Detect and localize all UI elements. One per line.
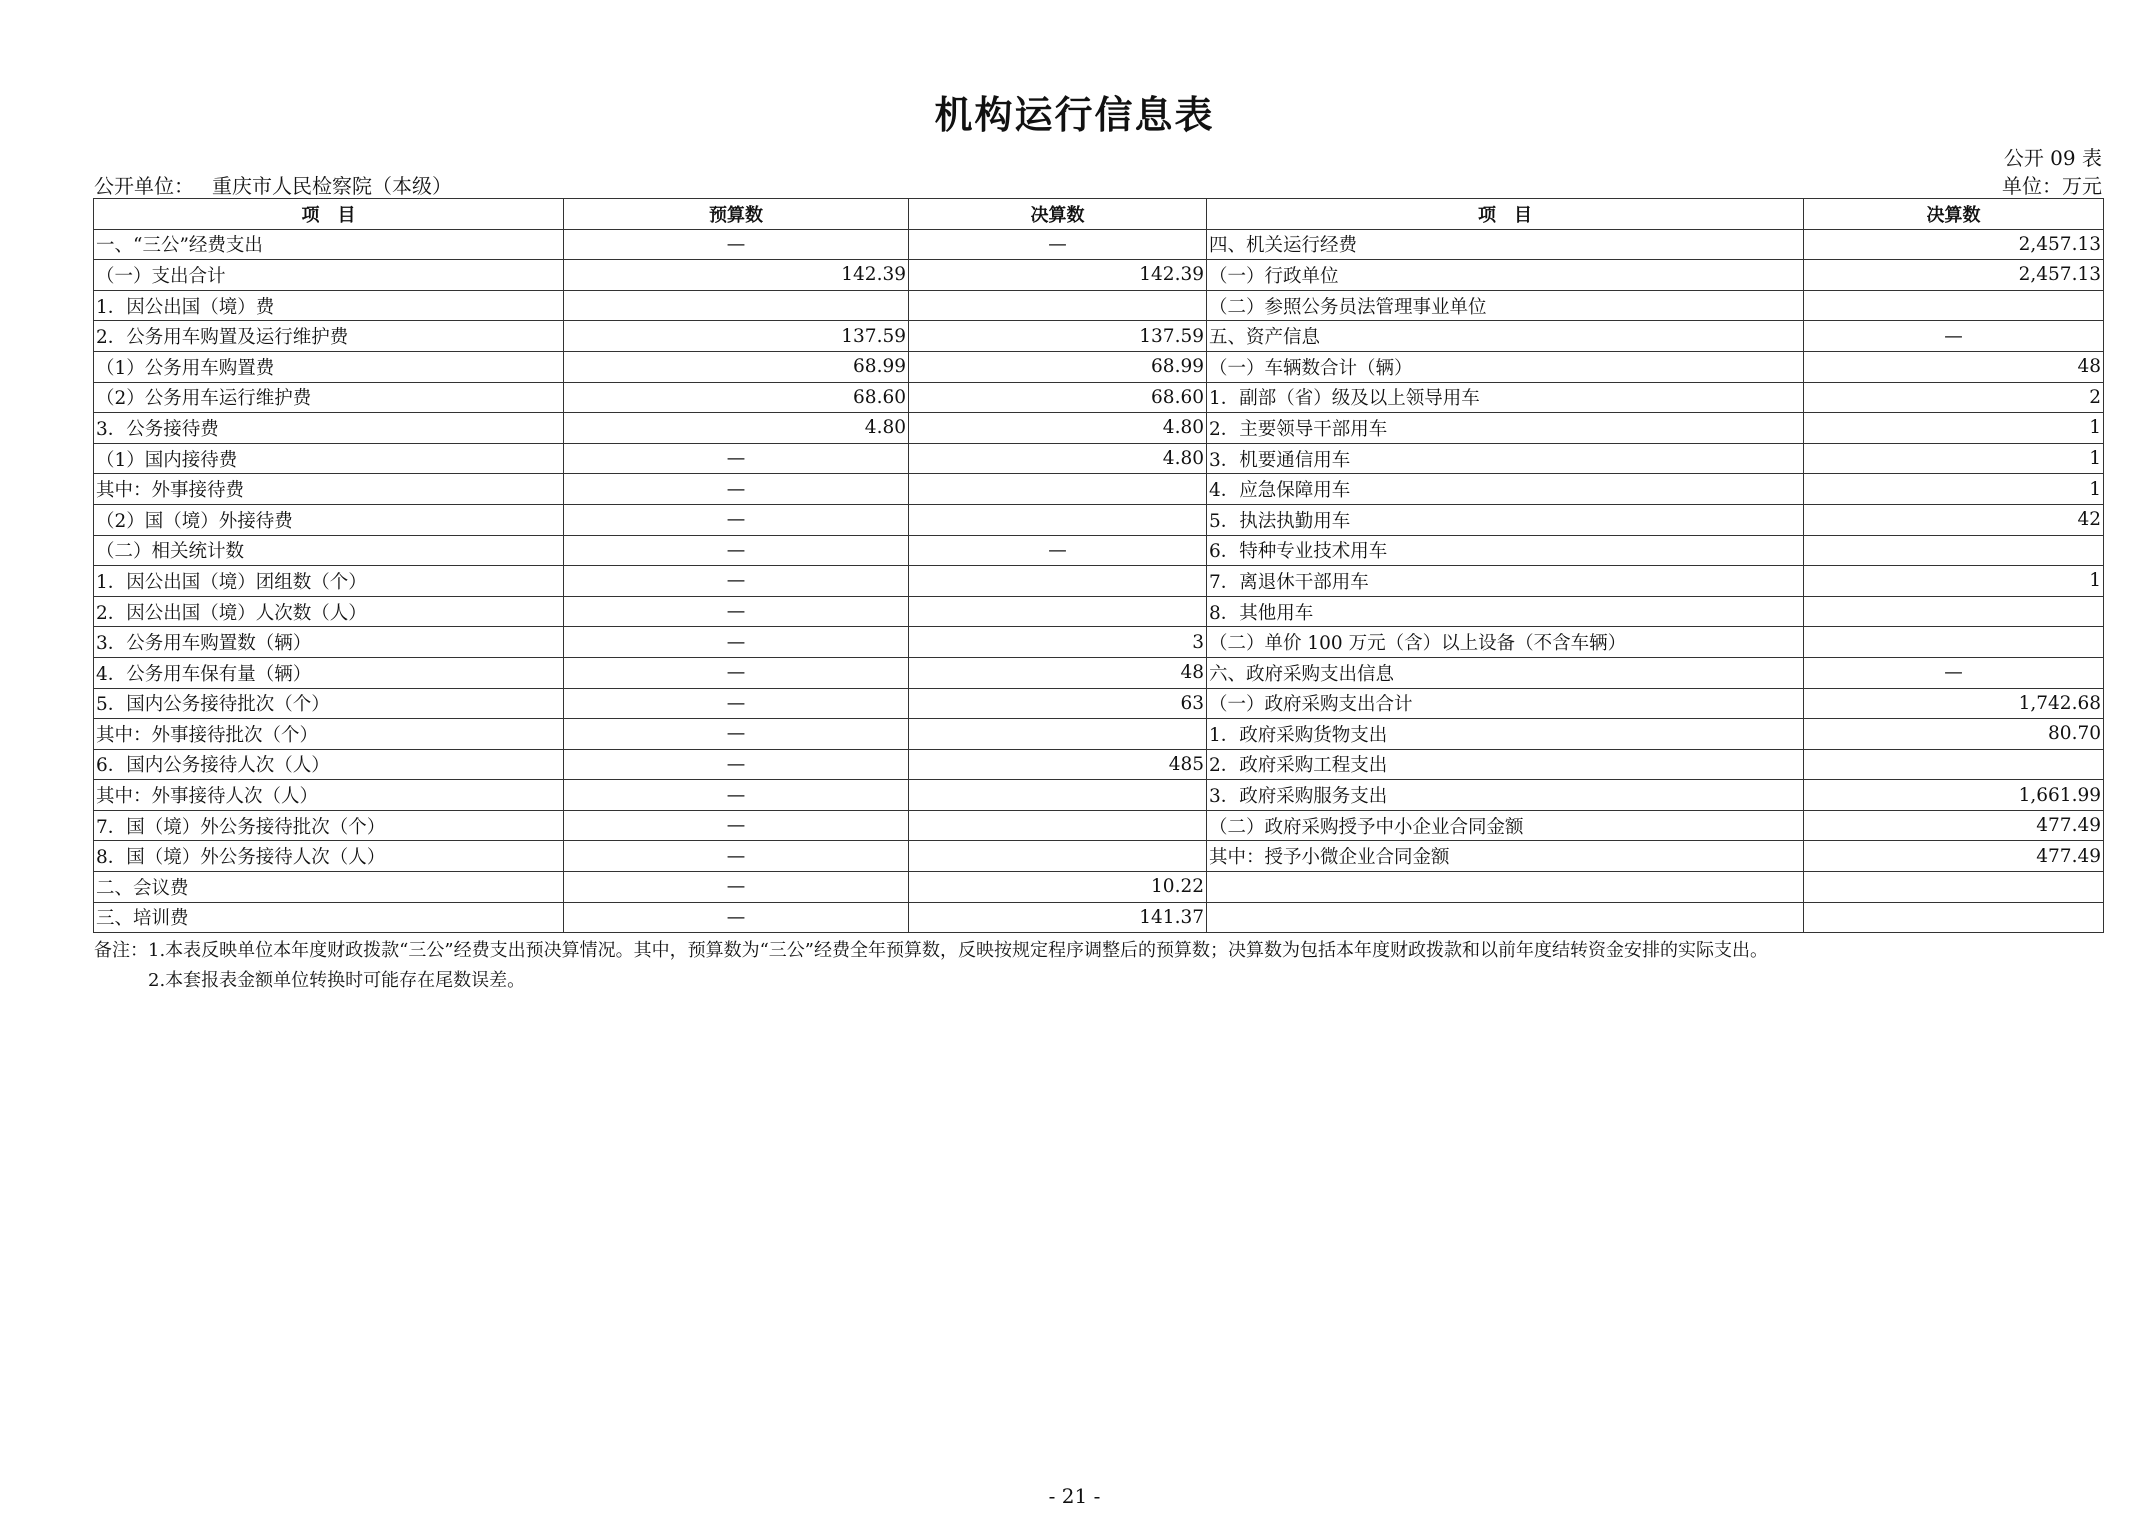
- row-final: 485: [909, 749, 1207, 780]
- row-final-right: [1804, 749, 2104, 780]
- row-final-right: 2,457.13: [1804, 229, 2104, 260]
- row-final-right: 42: [1804, 504, 2104, 535]
- row-item-right: 1．副部（省）级及以上领导用车: [1207, 382, 1804, 413]
- row-item: （2）公务用车运行维护费: [94, 382, 564, 413]
- row-final: [909, 290, 1207, 321]
- header-item-right: 项 目: [1207, 199, 1804, 230]
- row-final: —: [909, 535, 1207, 566]
- row-item-right: [1207, 872, 1804, 903]
- row-final: [909, 841, 1207, 872]
- row-budget: —: [564, 780, 909, 811]
- row-item: 其中：外事接待批次（个）: [94, 719, 564, 750]
- table-row: [94, 535, 2104, 566]
- row-item-right: （一）行政单位: [1207, 260, 1804, 291]
- row-item: （1）国内接待费: [94, 443, 564, 474]
- table-row: [94, 872, 2104, 903]
- row-final: 142.39: [909, 260, 1207, 291]
- table-row: [94, 474, 2104, 505]
- row-final-right: 1: [1804, 474, 2104, 505]
- row-final: 4.80: [909, 413, 1207, 444]
- row-final-right: [1804, 290, 2104, 321]
- row-item: 4．公务用车保有量（辆）: [94, 657, 564, 688]
- row-budget: —: [564, 902, 909, 933]
- table-row: [94, 504, 2104, 535]
- row-budget: —: [564, 504, 909, 535]
- row-item-right: 五、资产信息: [1207, 321, 1804, 352]
- row-budget: —: [564, 810, 909, 841]
- row-final: [909, 810, 1207, 841]
- row-final: [909, 504, 1207, 535]
- row-final: —: [909, 229, 1207, 260]
- row-item: 5．国内公务接待批次（个）: [94, 688, 564, 719]
- row-item-right: 5．执法执勤用车: [1207, 504, 1804, 535]
- row-budget: —: [564, 872, 909, 903]
- row-item: 8．国（境）外公务接待人次（人）: [94, 841, 564, 872]
- row-item: （二）相关统计数: [94, 535, 564, 566]
- table-row: [94, 566, 2104, 597]
- row-final-right: [1804, 902, 2104, 933]
- table-row: [94, 382, 2104, 413]
- row-final: 68.60: [909, 382, 1207, 413]
- currency-unit: 单位：万元: [2002, 174, 2102, 198]
- row-final: [909, 566, 1207, 597]
- header-budget: 预算数: [564, 199, 909, 230]
- row-budget: 68.99: [564, 351, 909, 382]
- info-table: [93, 198, 2104, 933]
- row-final-right: [1804, 627, 2104, 658]
- row-item-right: （二）政府采购授予中小企业合同金额: [1207, 810, 1804, 841]
- row-final: 3: [909, 627, 1207, 658]
- row-budget: —: [564, 229, 909, 260]
- row-item-right: （二）单价 100 万元（含）以上设备（不含车辆）: [1207, 627, 1804, 658]
- row-final: 141.37: [909, 902, 1207, 933]
- row-item-right: 6．特种专业技术用车: [1207, 535, 1804, 566]
- table-header-row: [94, 199, 2104, 230]
- row-item: （2）国（境）外接待费: [94, 504, 564, 535]
- row-item-right: 2．主要领导干部用车: [1207, 413, 1804, 444]
- header-final-right: 决算数: [1804, 199, 2104, 230]
- row-item: 3．公务接待费: [94, 413, 564, 444]
- row-budget: [564, 290, 909, 321]
- row-final-right: 2,457.13: [1804, 260, 2104, 291]
- table-row: [94, 719, 2104, 750]
- row-budget: 4.80: [564, 413, 909, 444]
- row-budget: —: [564, 596, 909, 627]
- row-final-right: [1804, 872, 2104, 903]
- row-item-right: 四、机关运行经费: [1207, 229, 1804, 260]
- row-budget: —: [564, 443, 909, 474]
- header-item: 项 目: [94, 199, 564, 230]
- row-final: 68.99: [909, 351, 1207, 382]
- table-row: [94, 688, 2104, 719]
- row-item: 其中：外事接待人次（人）: [94, 780, 564, 811]
- form-code: 公开 09 表: [2003, 146, 2102, 170]
- row-final-right: [1804, 535, 2104, 566]
- row-budget: —: [564, 719, 909, 750]
- row-item: 2．公务用车购置及运行维护费: [94, 321, 564, 352]
- row-budget: 137.59: [564, 321, 909, 352]
- table-row: [94, 443, 2104, 474]
- row-final-right: 1: [1804, 413, 2104, 444]
- note-2: 2.本套报表金额单位转换时可能存在尾数误差。: [148, 970, 526, 991]
- table-row: [94, 290, 2104, 321]
- row-item: 二、会议费: [94, 872, 564, 903]
- table-row: [94, 841, 2104, 872]
- reporting-unit-name: 重庆市人民检察院（本级）: [212, 174, 452, 198]
- row-item: 1．因公出国（境）团组数（个）: [94, 566, 564, 597]
- table-row: [94, 229, 2104, 260]
- reporting-unit-label: 公开单位：: [94, 174, 194, 198]
- row-item-right: （二）参照公务员法管理事业单位: [1207, 290, 1804, 321]
- row-item-right: 1．政府采购货物支出: [1207, 719, 1804, 750]
- row-item-right: [1207, 902, 1804, 933]
- row-final-right: 2: [1804, 382, 2104, 413]
- row-final: 48: [909, 657, 1207, 688]
- table-row: [94, 596, 2104, 627]
- table-row: [94, 657, 2104, 688]
- reporting-unit: [94, 170, 452, 199]
- row-budget: —: [564, 841, 909, 872]
- note-1: 备注：1.本表反映单位本年度财政拨款“三公”经费支出预决算情况。其中，预算数为“三公”经费全年预算数，反映按规定程序调整后的预算数；决算数为包括本年度财政拨款和以前年度结转资金安排的实际支出。: [94, 940, 1768, 961]
- row-item: 其中：外事接待费: [94, 474, 564, 505]
- row-budget: 142.39: [564, 260, 909, 291]
- table-row: [94, 260, 2104, 291]
- notes: [94, 936, 1768, 996]
- row-item: （1）公务用车购置费: [94, 351, 564, 382]
- table-row: [94, 627, 2104, 658]
- table-row: [94, 321, 2104, 352]
- row-item-right: （一）车辆数合计（辆）: [1207, 351, 1804, 382]
- row-item-right: 3．政府采购服务支出: [1207, 780, 1804, 811]
- row-final: [909, 596, 1207, 627]
- table-row: [94, 780, 2104, 811]
- row-final-right: —: [1804, 321, 2104, 352]
- row-item-right: （一）政府采购支出合计: [1207, 688, 1804, 719]
- row-final: 10.22: [909, 872, 1207, 903]
- row-item: （一）支出合计: [94, 260, 564, 291]
- row-final: [909, 780, 1207, 811]
- row-final: 137.59: [909, 321, 1207, 352]
- row-item: 3．公务用车购置数（辆）: [94, 627, 564, 658]
- table-row: [94, 351, 2104, 382]
- row-item-right: 8．其他用车: [1207, 596, 1804, 627]
- row-final: 63: [909, 688, 1207, 719]
- row-budget: —: [564, 688, 909, 719]
- row-budget: —: [564, 627, 909, 658]
- row-item-right: 2．政府采购工程支出: [1207, 749, 1804, 780]
- row-final-right: 477.49: [1804, 810, 2104, 841]
- row-item-right: 7．离退休干部用车: [1207, 566, 1804, 597]
- row-budget: —: [564, 657, 909, 688]
- row-item: 一、“三公”经费支出: [94, 229, 564, 260]
- row-item-right: 3．机要通信用车: [1207, 443, 1804, 474]
- row-budget: —: [564, 474, 909, 505]
- row-final-right: 477.49: [1804, 841, 2104, 872]
- row-item: 三、培训费: [94, 902, 564, 933]
- table-row: [94, 902, 2104, 933]
- row-final-right: [1804, 596, 2104, 627]
- row-item-right: 4．应急保障用车: [1207, 474, 1804, 505]
- row-final: [909, 474, 1207, 505]
- row-final-right: —: [1804, 657, 2104, 688]
- row-final: [909, 719, 1207, 750]
- row-item: 7．国（境）外公务接待批次（个）: [94, 810, 564, 841]
- row-item-right: 其中：授予小微企业合同金额: [1207, 841, 1804, 872]
- row-item: 2．因公出国（境）人次数（人）: [94, 596, 564, 627]
- row-budget: 68.60: [564, 382, 909, 413]
- table-row: [94, 749, 2104, 780]
- row-final-right: 1,742.68: [1804, 688, 2104, 719]
- row-final-right: 48: [1804, 351, 2104, 382]
- page-number: - 21 -: [1048, 1484, 1101, 1508]
- row-item: 1．因公出国（境）费: [94, 290, 564, 321]
- page-title: 机构运行信息表: [934, 93, 1215, 137]
- header-final: 决算数: [909, 199, 1207, 230]
- row-final-right: 1: [1804, 566, 2104, 597]
- table-row: [94, 413, 2104, 444]
- row-final-right: 80.70: [1804, 719, 2104, 750]
- row-final-right: 1: [1804, 443, 2104, 474]
- row-budget: —: [564, 566, 909, 597]
- row-budget: —: [564, 535, 909, 566]
- row-final-right: 1,661.99: [1804, 780, 2104, 811]
- row-item-right: 六、政府采购支出信息: [1207, 657, 1804, 688]
- row-final: 4.80: [909, 443, 1207, 474]
- row-item: 6．国内公务接待人次（人）: [94, 749, 564, 780]
- row-budget: —: [564, 749, 909, 780]
- table-row: [94, 810, 2104, 841]
